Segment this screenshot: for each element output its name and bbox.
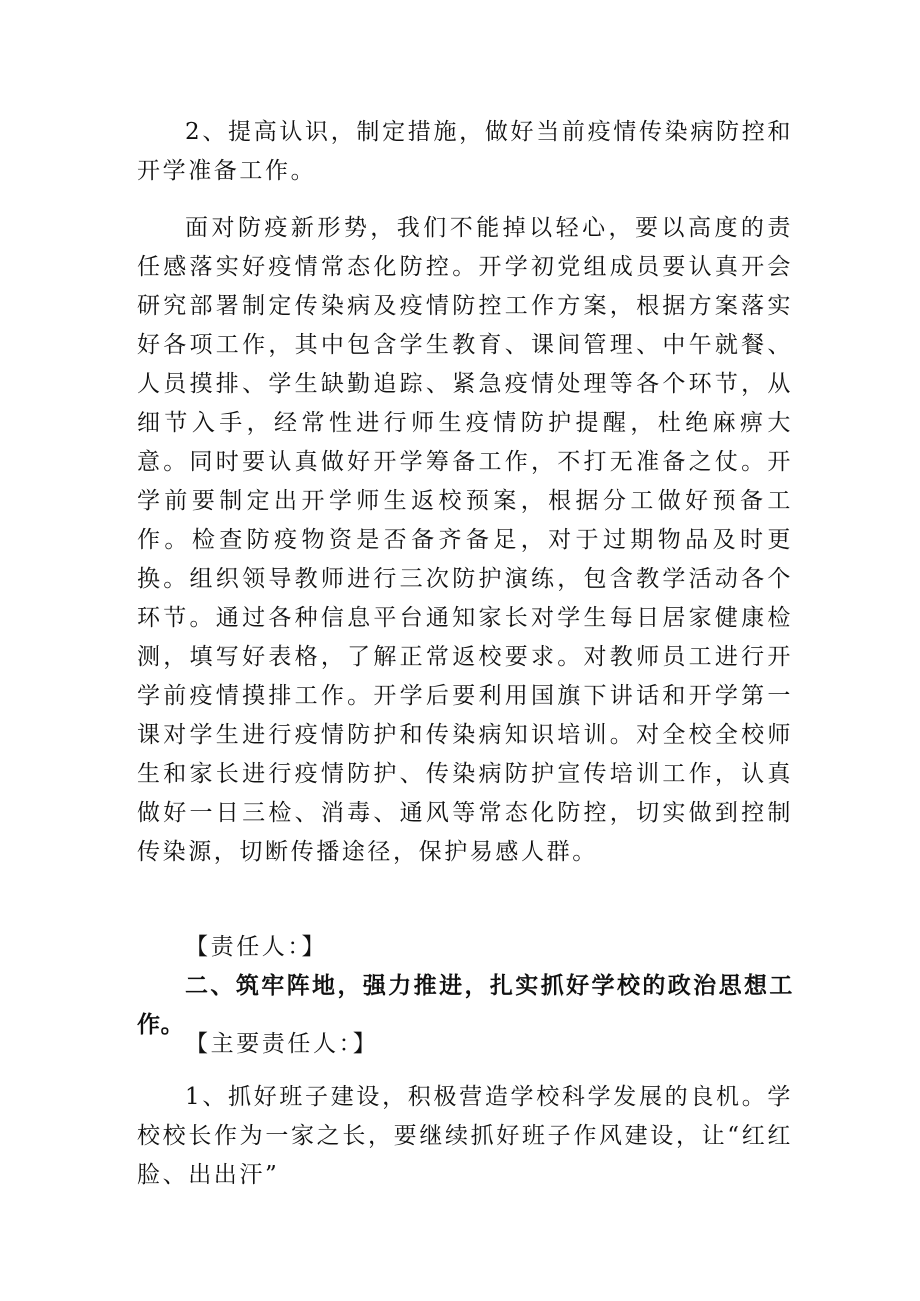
paragraph-leadership: 1、抓好班子建设，积极营造学校科学发展的良机。学校校长作为一家之长，要继续抓好班子作风建设，让“红红脸、出出汗” (137, 1084, 793, 1188)
main-responsible-person-label: 【主要责任人：】 (185, 1031, 379, 1057)
paragraph-prevention-body: 面对防疫新形势，我们不能掉以轻心，要以高度的责任感落实好疫情常态化防控。开学初党组成员要认真开会研究部署制定传染病及疫情防控工作方案，根据方案落实好各项工作，其中包含学生教育、课间管理、中午就餐、人员摸排、学生缺勤追踪、紧急疫情处理等各个环节，从细节入手，经常性进行师生疫情防护提醒，杜绝麻痹大意。同时要认真做好开学筹备工作，不打无准备之仗。开学前要制定出开学师生返校预案，根据分工做好预备工作。检查防疫物资是否备齐备足，对于过期物品及时更换。组织领导教师进行三次防护演练，包含教学活动各个环节。通过各种信息平台通知家长对学生每日居家健康检测，填写好表格，了解正常返校要求。对教师员工进行开学前疫情摸排工作。开学后要利用国旗下讲话和开学第一课对学生进行疫情防护和传染病知识培训。对全校全校师生和家长进行疫情防护、传染病防护宣传培训工作，认真做好一日三检、消毒、通风等常态化防控，切实做到控制传染源，切断传播途径，保护易感人群。 (137, 215, 793, 865)
section-heading: 二、筑牢阵地，强力推进，扎实抓好学校的政治思想工作。 (137, 973, 793, 1038)
responsible-person-label: 【责任人：】 (185, 934, 328, 960)
paragraph-prevention-item: 2、提高认识，制定措施，做好当前疫情传染病防控和开学准备工作。 (137, 119, 793, 184)
